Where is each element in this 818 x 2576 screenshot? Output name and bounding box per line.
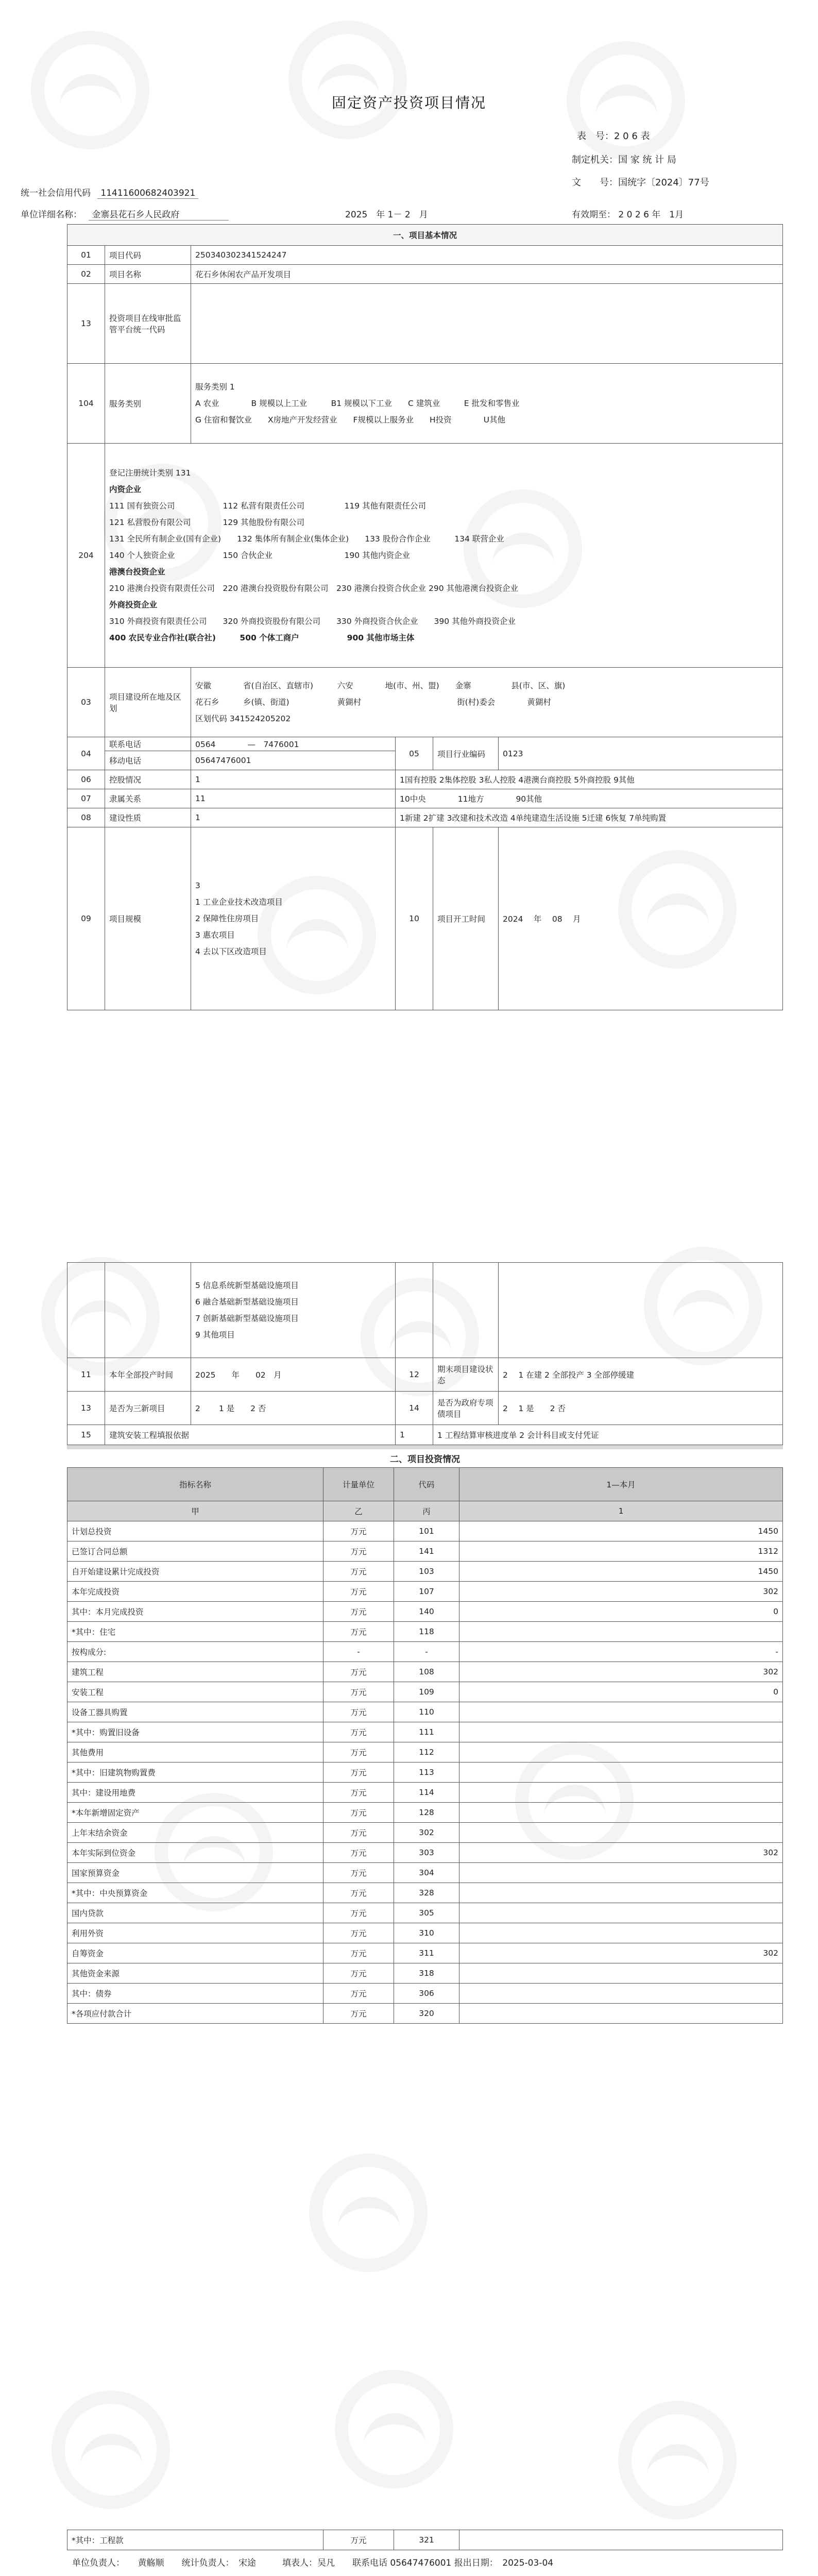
table-cell: 万元 bbox=[323, 1541, 394, 1562]
table-cell: - bbox=[459, 1642, 783, 1662]
table-cell: 自开始建设累计完成投资 bbox=[67, 1562, 323, 1582]
table-cell: 302 bbox=[459, 1943, 783, 1963]
col-indicator: 指标名称 bbox=[67, 1468, 323, 1501]
watermark-icon bbox=[52, 2391, 170, 2509]
basic-info-table-cont: 5 信息系统新型基础设施项目 6 融合基础新型基础设施项目 7 创新基础新型基础设施项目 9 其他项目 11 本年全部投产时间 2025 年 02 月 12 期末项目建设状态 2 1 在建 2 全部投产 3 全部停缓建 13 是否为三新项目 2 1 是 2 否 14 是否为政府专项债项目 2 1 是 2 否 15 建筑安装工程填报依据 1 1 工程结算审核进度单 2 会计科目或支付凭证 bbox=[67, 1262, 783, 1445]
col-ytd: 1—本月 bbox=[459, 1468, 783, 1501]
table-cell: 万元 bbox=[323, 1863, 394, 1883]
table-cell: 114 bbox=[394, 1783, 459, 1803]
table-cell: 计划总投资 bbox=[67, 1521, 323, 1541]
watermark-icon bbox=[31, 31, 149, 149]
affiliation-value: 11 bbox=[191, 789, 396, 808]
table-cell: 万元 bbox=[323, 2004, 394, 2024]
table-row bbox=[67, 1682, 783, 1702]
table-cell: 128 bbox=[394, 1803, 459, 1823]
table-cell: 0 bbox=[459, 1682, 783, 1702]
table-cell: 自筹资金 bbox=[67, 1943, 323, 1963]
document-number: 文 号：国统字〔2024〕77号 bbox=[572, 177, 709, 188]
table-cell: - bbox=[394, 1642, 459, 1662]
table-row bbox=[67, 1582, 783, 1602]
project-scale-options: 5 信息系统新型基础设施项目 6 融合基础新型基础设施项目 7 创新基础新型基础设施项目 9 其他项目 bbox=[191, 1263, 396, 1358]
table-cell: 建筑工程 bbox=[67, 1662, 323, 1682]
table-cell: 305 bbox=[394, 1903, 459, 1923]
table-row bbox=[67, 1742, 783, 1762]
table-cell bbox=[459, 1722, 783, 1742]
table-cell: 110 bbox=[394, 1702, 459, 1722]
table-cell bbox=[459, 1783, 783, 1803]
table-cell: 国内贷款 bbox=[67, 1903, 323, 1923]
table-cell: *其中：中央预算资金 bbox=[67, 1883, 323, 1903]
table-cell: 303 bbox=[394, 1843, 459, 1863]
table-cell: 111 bbox=[394, 1722, 459, 1742]
table-cell: - bbox=[323, 1642, 394, 1662]
table-row bbox=[67, 1702, 783, 1722]
table-cell: 302 bbox=[459, 1662, 783, 1682]
table-cell: 万元 bbox=[323, 1883, 394, 1903]
table-row bbox=[67, 1863, 783, 1883]
table-cell: 按构成分: bbox=[67, 1642, 323, 1662]
table-cell: 141 bbox=[394, 1541, 459, 1562]
table-cell: *其中：住宅 bbox=[67, 1622, 323, 1642]
table-cell bbox=[459, 1702, 783, 1722]
report-period: 2025 年 1－ 2 月 bbox=[345, 210, 428, 220]
table-row bbox=[67, 1762, 783, 1783]
construction-nature-value: 1 bbox=[191, 808, 396, 827]
filing-basis-value: 1 bbox=[396, 1425, 433, 1445]
table-cell: 本年实际到位资金 bbox=[67, 1843, 323, 1863]
investment-rows bbox=[67, 1521, 783, 2024]
table-cell: 其中：债券 bbox=[67, 1984, 323, 2004]
watermark-icon bbox=[618, 2401, 737, 2519]
table-row bbox=[67, 1963, 783, 1984]
valid-until: 有效期至： 2 0 2 6 年 1月 bbox=[572, 210, 684, 220]
table-row bbox=[67, 1923, 783, 1943]
start-date: 2024 年 08 月 bbox=[499, 827, 783, 1010]
project-code: 2503403023415242​47 bbox=[191, 246, 783, 265]
special-bond-project: 2 1 是 2 否 bbox=[499, 1392, 783, 1425]
table-cell: 万元 bbox=[323, 1521, 394, 1541]
holding-value: 1 bbox=[191, 770, 396, 789]
table-cell: 本年完成投资 bbox=[67, 1582, 323, 1602]
table-cell: 利用外资 bbox=[67, 1923, 323, 1943]
table-cell: 安装工程 bbox=[67, 1682, 323, 1702]
table-cell: *本年新增固定资产 bbox=[67, 1803, 323, 1823]
unit-name: 单位详细名称： 金寨县花石乡人民政府 bbox=[21, 207, 229, 221]
table-cell: 万元 bbox=[323, 1722, 394, 1742]
full-production-date: 2025 年 02 月 bbox=[191, 1358, 396, 1392]
table-cell: 万元 bbox=[323, 1984, 394, 2004]
table-cell bbox=[459, 1923, 783, 1943]
table-cell: 310 bbox=[394, 1923, 459, 1943]
table-row bbox=[67, 1943, 783, 1963]
table-cell bbox=[459, 2004, 783, 2024]
table-cell: *其中：旧建筑物购置费 bbox=[67, 1762, 323, 1783]
table-row bbox=[67, 1642, 783, 1662]
table-cell: 311 bbox=[394, 1943, 459, 1963]
construction-status: 2 1 在建 2 全部投产 3 全部停缓建 bbox=[499, 1358, 783, 1392]
table-cell: 万元 bbox=[323, 1662, 394, 1682]
section-heading: 一、项目基本情况 bbox=[67, 225, 783, 246]
table-cell: 万元 bbox=[323, 1682, 394, 1702]
table-row bbox=[67, 1843, 783, 1863]
table-cell: 302 bbox=[459, 1582, 783, 1602]
table-cell: 万元 bbox=[323, 1622, 394, 1642]
table-cell: 320 bbox=[394, 2004, 459, 2024]
table-cell: 其他资金来源 bbox=[67, 1963, 323, 1984]
table-cell: 已签订合同总额 bbox=[67, 1541, 323, 1562]
table-cell: 万元 bbox=[323, 1762, 394, 1783]
investment-table-cont: *其中：工程款 万元 321 bbox=[67, 2530, 783, 2550]
watermark-icon bbox=[288, 21, 407, 139]
table-cell: 万元 bbox=[323, 1923, 394, 1943]
table-cell: 302 bbox=[394, 1823, 459, 1843]
table-row bbox=[67, 1883, 783, 1903]
watermark-icon bbox=[309, 2154, 428, 2272]
table-cell: 304 bbox=[394, 1863, 459, 1883]
table-cell bbox=[459, 1762, 783, 1783]
table-row bbox=[67, 1662, 783, 1682]
investment-table: 指标名称 计量单位 代码 1—本月 甲 乙 丙 1 计划总投资 万元 101 1450 已签订合同总额 万元 141 1312 自开始建设累计完成投资 万元 103 1450 本年完成投资 万元 107 302 其中：本月完成投资 万元 140 0 *其中：住宅 万元 118 按构成分: - - - 建筑工程 万元 108 302 安装工程 万元 109 0 设备工器具购置 万元 110 *其中：购置旧设备 万元 111 其他费用 万元 112 *其中：旧建筑物购置费 万元 113 其中：建设用地费 万元 114 *本年新增固定资产 万元 128 上年末结余资金 万元 302 本年实际到位资金 万元 303 302 国家预算资金 万元 304 *其中：中央预算资金 万元 328 国内贷款 万元 305 利用外资 万元 310 自筹资金 万元 311 302 其他资金来源 万元 318 其中：债券 万元 306 *各项应付款合计 万元 320 bbox=[67, 1467, 783, 2024]
table-cell: 107 bbox=[394, 1582, 459, 1602]
signature-line: 单位负责人： 黄觞顺 统计负责人： 宋途 填表人：吴凡 联系电话 05647476001 报出日期： 2025-03-04 bbox=[72, 2558, 554, 2568]
table-cell: 万元 bbox=[323, 1943, 394, 1963]
table-row bbox=[67, 1722, 783, 1742]
table-cell: 万元 bbox=[323, 1582, 394, 1602]
section-divider bbox=[67, 1445, 783, 1449]
table-row bbox=[67, 1823, 783, 1843]
table-cell: 306 bbox=[394, 1984, 459, 2004]
table-cell: 318 bbox=[394, 1963, 459, 1984]
table-cell: 328 bbox=[394, 1883, 459, 1903]
table-cell bbox=[459, 1903, 783, 1923]
project-name: 花石乡休闲农产品开发项目 bbox=[191, 265, 783, 284]
table-cell bbox=[459, 1984, 783, 2004]
table-cell: 1312 bbox=[459, 1541, 783, 1562]
table-cell: 其中：建设用地费 bbox=[67, 1783, 323, 1803]
col-code: 代码 bbox=[394, 1468, 459, 1501]
table-cell: 上年末结余资金 bbox=[67, 1823, 323, 1843]
table-cell: 302 bbox=[459, 1843, 783, 1863]
table-cell: 1450 bbox=[459, 1562, 783, 1582]
table-cell: 其中：本月完成投资 bbox=[67, 1602, 323, 1622]
phone-number: 0564 — 7476001 bbox=[191, 737, 396, 751]
report-title: 固定资产投资项目情况 bbox=[331, 94, 486, 111]
table-cell bbox=[459, 1963, 783, 1984]
industry-code: 0123 bbox=[499, 737, 783, 770]
table-cell: 103 bbox=[394, 1562, 459, 1582]
table-row bbox=[67, 1622, 783, 1642]
basic-info-table: 一、项目基本情况 01 项目代码 2503403023415242​47 02 项目名称 花石乡休闲农产品开发项目 13 投资项目在线审批监管平台统一代码 104 服务类别 服务类别 1 A 农业 B 规模以上工业 B1 规模以下工业 C 建筑业 E 批发和零售业 G 住宿和餐饮业 X房地产开发经营业 F规模以上服务业 H投资 U其他 204 登记注册统计类别 131 内资企业 111 国有独资公司 112 私营有限责任公司 119 其他有限责任公司 121 私营股份有限公司 129 其他股份有限公司 131 全民所有制企业(国有企业) 132 集体所有制企业(集体企业) 133 股份合作企业 134 联营企业 140 个人独资企业 150 合伙企业 190 其他内资企业 港澳台投资企业 210 港澳台投资有限责任公司 220 港澳台投资股份有限公司 230 港澳台投资合伙企业 290 其他港澳台投资企业 外商投资企业 310 外商投资有限责任公司 320 外商投资股份有限公司 330 外商投资合伙企业 390 其他外商投资企业 400 农民专业合作社(联合社) 500 个体工商户 900 其他市场主体 03 项目建设所在地及区划 安徽 省(自治区、直辖市) 六安 地(市、州、盟) 金寨 县(市、区、旗) 花石乡 乡(镇、街道) 黄猢村 街(村)委会 黄猢村 区划代码 341524205202 04 联系电话 0564 — 7476001 05 项目行业编码 0123 移动电话 05647476001 06 控股情况 1 1国有控股 2集体控股 3私人控股 4港澳台商控股 5外商控股 9其他 07 隶属关系 11 10中央 11地方 90其他 08 建设性质 1 1新建 2扩建 3改建和技术改造 4单纯建造生活设施 5迁建 6恢复 7单纯购置 09 项目规模 3 1 工业企业技术改造项目 2 保障性住房项目 3 惠农项目 4 去以下区改造项目 10 项目开工时间 2024 年 08 月 bbox=[67, 224, 783, 1010]
table-cell: 101 bbox=[394, 1521, 459, 1541]
table-row bbox=[67, 1562, 783, 1582]
table-cell: 其他费用 bbox=[67, 1742, 323, 1762]
table-row bbox=[67, 1602, 783, 1622]
table-cell bbox=[459, 1803, 783, 1823]
table-cell: *各项应付款合计 bbox=[67, 2004, 323, 2024]
table-cell: 108 bbox=[394, 1662, 459, 1682]
table-row bbox=[67, 1984, 783, 2004]
table-cell: 万元 bbox=[323, 1783, 394, 1803]
table-cell: 0 bbox=[459, 1602, 783, 1622]
watermark-icon bbox=[335, 2370, 453, 2488]
registration-type: 登记注册统计类别 131 内资企业 111 国有独资公司 112 私营有限责任公司 119 其他有限责任公司 121 私营股份有限公司 129 其他股份有限公司 131 全民所有制企业(国有企业) 132 集体所有制企业(集体企业) 133 股份合作企业 134 联营企业 140 个人独资企业 150 合伙企业 190 其他内资企业 港澳台投资企业 210 港澳台投资有限责任公司 220 港澳台投资股份有限公司 230 港澳台投资合伙企业 290 其他港澳台投资企业 外商投资企业 310 外商投资有限责任公司 320 外商投资股份有限公司 330 外商投资合伙企业 390 其他外商投资企业 400 农民专业合作社(联合社) 500 个体工商户 900 其他市场主体 bbox=[105, 444, 783, 668]
table-cell: 112 bbox=[394, 1742, 459, 1762]
table-cell bbox=[459, 1742, 783, 1762]
table-row bbox=[67, 2004, 783, 2024]
table-row bbox=[67, 1803, 783, 1823]
table-cell bbox=[459, 1622, 783, 1642]
table-cell: 万元 bbox=[323, 1562, 394, 1582]
col-unit: 计量单位 bbox=[323, 1468, 394, 1501]
table-cell: 万元 bbox=[323, 1903, 394, 1923]
table-cell: *其中：购置旧设备 bbox=[67, 1722, 323, 1742]
table-cell: 万元 bbox=[323, 1602, 394, 1622]
table-cell: 140 bbox=[394, 1602, 459, 1622]
issuing-org: 制定机关：国 家 统 计 局 bbox=[572, 155, 676, 165]
table-row bbox=[67, 1521, 783, 1541]
report-page-3 bbox=[0, 2339, 818, 2576]
project-location: 安徽 省(自治区、直辖市) 六安 地(市、州、盟) 金寨 县(市、区、旗) 花石乡 乡(镇、街道) 黄猢村 街(村)委会 黄猢村 区划代码 341524205202 bbox=[191, 668, 783, 737]
table-cell bbox=[459, 1883, 783, 1903]
credit-code: 统一社会信用代码 11411600682403921 bbox=[21, 185, 198, 199]
table-cell: 109 bbox=[394, 1682, 459, 1702]
table-cell: 万元 bbox=[323, 1843, 394, 1863]
section-heading: 二、项目投资情况 bbox=[390, 1454, 460, 1465]
table-cell: 万元 bbox=[323, 1702, 394, 1722]
report-page-2 bbox=[0, 1226, 818, 2308]
table-row bbox=[67, 1903, 783, 1923]
table-cell: 万元 bbox=[323, 1742, 394, 1762]
table-cell: 118 bbox=[394, 1622, 459, 1642]
table-cell: 万元 bbox=[323, 1803, 394, 1823]
table-cell bbox=[459, 1863, 783, 1883]
mobile-number: 05647476001 bbox=[191, 751, 396, 770]
table-number: 表 号：2 0 6 表 bbox=[577, 131, 650, 142]
platform-code bbox=[191, 284, 783, 364]
table-cell: 1450 bbox=[459, 1521, 783, 1541]
explanatory-notes bbox=[72, 2573, 627, 2576]
table-cell bbox=[459, 1823, 783, 1843]
table-cell: 国家预算资金 bbox=[67, 1863, 323, 1883]
table-cell: 万元 bbox=[323, 1823, 394, 1843]
project-scale: 3 1 工业企业技术改造项目 2 保障性住房项目 3 惠农项目 4 去以下区改造项目 bbox=[191, 827, 396, 1010]
table-row bbox=[67, 1541, 783, 1562]
table-row bbox=[67, 1783, 783, 1803]
table-cell: 设备工器具购置 bbox=[67, 1702, 323, 1722]
table-cell: 万元 bbox=[323, 1963, 394, 1984]
service-category: 服务类别 1 A 农业 B 规模以上工业 B1 规模以下工业 C 建筑业 E 批发和零售业 G 住宿和餐饮业 X房地产开发经营业 F规模以上服务业 H投资 U其他 bbox=[191, 364, 783, 444]
report-page-1 bbox=[0, 0, 818, 1170]
table-cell: 113 bbox=[394, 1762, 459, 1783]
three-new-project: 2 1 是 2 否 bbox=[191, 1392, 396, 1425]
